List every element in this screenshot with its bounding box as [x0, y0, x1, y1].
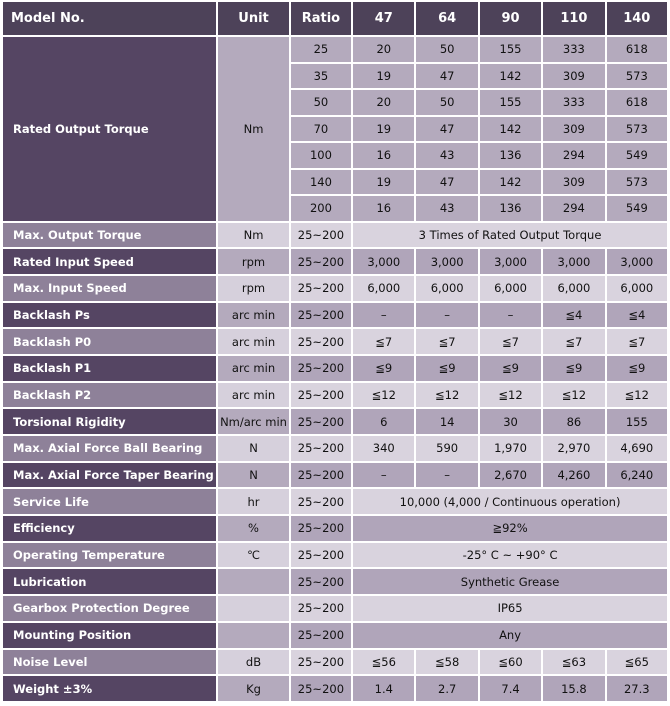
table-row	[3, 650, 667, 675]
table-cell: ≦9	[543, 356, 604, 381]
row-unit: Nm	[218, 37, 288, 221]
table-cell: 3,000	[607, 249, 667, 274]
row-unit	[218, 596, 288, 621]
table-cell: ≦9	[353, 356, 414, 381]
row-label: Gearbox Protection Degree	[3, 596, 216, 621]
table-cell: 2,970	[543, 436, 604, 461]
row-unit: arc min	[218, 329, 288, 354]
table-cell: 136	[480, 196, 541, 221]
table-row	[3, 623, 667, 648]
merged-cell: 10,000 (4,000 / Continuous operation)	[353, 489, 667, 514]
merged-cell: 3 Times of Rated Output Torque	[353, 223, 667, 248]
row-unit: dB	[218, 650, 288, 675]
row-ratio: 25~200	[291, 383, 351, 408]
table-cell: 19	[353, 117, 414, 142]
row-label: Torsional Rigidity	[3, 409, 216, 434]
row-unit: rpm	[218, 276, 288, 301]
table-cell: ≦12	[353, 383, 414, 408]
row-label: Service Life	[3, 489, 216, 514]
row-ratio: 25~200	[291, 463, 351, 488]
table-cell: 309	[543, 64, 604, 89]
table-row	[3, 569, 667, 594]
row-label: Backlash P0	[3, 329, 216, 354]
table-cell: ≦7	[353, 329, 414, 354]
table-cell: ≦58	[416, 650, 477, 675]
row-unit: arc min	[218, 383, 288, 408]
row-ratio: 25~200	[291, 436, 351, 461]
row-label: Efficiency	[3, 516, 216, 541]
row-unit: Kg	[218, 676, 288, 701]
table-cell: 50	[416, 90, 477, 115]
row-label: Max. Axial Force Ball Bearing	[3, 436, 216, 461]
table-cell: ≦60	[480, 650, 541, 675]
table-cell: 142	[480, 64, 541, 89]
table-cell: 618	[607, 37, 667, 62]
row-label: Rated Input Speed	[3, 249, 216, 274]
row-ratio: 25~200	[291, 303, 351, 328]
table-cell: ≦7	[607, 329, 667, 354]
row-ratio: 200	[291, 196, 351, 221]
row-ratio: 25	[291, 37, 351, 62]
table-cell: 30	[480, 409, 541, 434]
header-size-140: 140	[607, 2, 667, 35]
row-label: Backlash Ps	[3, 303, 216, 328]
table-cell: –	[353, 463, 414, 488]
table-cell: 47	[416, 170, 477, 195]
table-row	[3, 596, 667, 621]
table-row	[3, 303, 667, 328]
table-cell: –	[416, 463, 477, 488]
table-row	[3, 329, 667, 354]
row-ratio: 25~200	[291, 676, 351, 701]
row-unit: Nm/arc min	[218, 409, 288, 434]
table-cell: 1.4	[353, 676, 414, 701]
header-size-47: 47	[353, 2, 414, 35]
table-cell: ≦7	[543, 329, 604, 354]
row-ratio: 100	[291, 143, 351, 168]
table-cell: ≦12	[543, 383, 604, 408]
table-cell: 590	[416, 436, 477, 461]
header-size-110: 110	[543, 2, 604, 35]
table-cell: ≦4	[607, 303, 667, 328]
table-row	[3, 356, 667, 381]
table-cell: 2.7	[416, 676, 477, 701]
row-ratio: 25~200	[291, 329, 351, 354]
row-unit: arc min	[218, 303, 288, 328]
table-cell: ≦9	[416, 356, 477, 381]
table-cell: 6	[353, 409, 414, 434]
table-cell: 573	[607, 117, 667, 142]
row-unit: N	[218, 436, 288, 461]
row-ratio: 35	[291, 64, 351, 89]
table-cell: 15.8	[543, 676, 604, 701]
table-cell: 6,000	[607, 276, 667, 301]
row-label: Weight ±3%	[3, 676, 216, 701]
table-cell: 618	[607, 90, 667, 115]
table-row	[3, 223, 667, 248]
table-cell: 7.4	[480, 676, 541, 701]
table-row	[3, 463, 667, 488]
merged-cell: IP65	[353, 596, 667, 621]
row-ratio: 70	[291, 117, 351, 142]
row-ratio: 25~200	[291, 623, 351, 648]
merged-cell: ≧92%	[353, 516, 667, 541]
row-ratio: 25~200	[291, 356, 351, 381]
table-row	[3, 676, 667, 701]
table-cell: 3,000	[480, 249, 541, 274]
table-cell: 309	[543, 170, 604, 195]
header-size-90: 90	[480, 2, 541, 35]
row-ratio: 25~200	[291, 596, 351, 621]
merged-cell: Synthetic Grease	[353, 569, 667, 594]
table-cell: ≦12	[480, 383, 541, 408]
table-cell: 155	[480, 37, 541, 62]
row-unit: rpm	[218, 249, 288, 274]
row-ratio: 50	[291, 90, 351, 115]
table-cell: ≦7	[416, 329, 477, 354]
table-row	[3, 436, 667, 461]
table-cell: 47	[416, 117, 477, 142]
row-ratio: 25~200	[291, 409, 351, 434]
row-label: Backlash P1	[3, 356, 216, 381]
row-unit: arc min	[218, 356, 288, 381]
table-cell: ≦9	[480, 356, 541, 381]
row-label: Max. Output Torque	[3, 223, 216, 248]
table-cell: 19	[353, 64, 414, 89]
table-row	[3, 409, 667, 434]
table-cell: ≦63	[543, 650, 604, 675]
table-cell: 1,970	[480, 436, 541, 461]
table-cell: 142	[480, 117, 541, 142]
row-label: Noise Level	[3, 650, 216, 675]
table-cell: 6,000	[416, 276, 477, 301]
table-cell: 19	[353, 170, 414, 195]
table-cell: 294	[543, 196, 604, 221]
row-unit: hr	[218, 489, 288, 514]
table-cell: 155	[607, 409, 667, 434]
row-label: Mounting Position	[3, 623, 216, 648]
table-cell: 549	[607, 196, 667, 221]
row-ratio: 25~200	[291, 223, 351, 248]
row-label: Operating Temperature	[3, 543, 216, 568]
spec-table	[1, 0, 669, 703]
table-cell: 294	[543, 143, 604, 168]
table-cell: 27.3	[607, 676, 667, 701]
table-cell: 6,000	[480, 276, 541, 301]
table-cell: 4,690	[607, 436, 667, 461]
table-cell: 3,000	[543, 249, 604, 274]
row-label: Lubrication	[3, 569, 216, 594]
table-row	[3, 249, 667, 274]
merged-cell: -25° C ~ +90° C	[353, 543, 667, 568]
table-cell: 43	[416, 143, 477, 168]
table-cell: –	[353, 303, 414, 328]
table-cell: 573	[607, 64, 667, 89]
table-cell: 2,670	[480, 463, 541, 488]
table-row	[3, 383, 667, 408]
row-label: Rated Output Torque	[3, 37, 216, 221]
table-cell: ≦7	[480, 329, 541, 354]
table-row	[3, 276, 667, 301]
table-cell: 6,240	[607, 463, 667, 488]
table-row	[3, 516, 667, 541]
row-label: Max. Input Speed	[3, 276, 216, 301]
table-cell: 16	[353, 196, 414, 221]
row-ratio: 25~200	[291, 569, 351, 594]
table-cell: 86	[543, 409, 604, 434]
table-cell: 47	[416, 64, 477, 89]
table-cell: ≦65	[607, 650, 667, 675]
table-cell: 142	[480, 170, 541, 195]
row-label: Backlash P2	[3, 383, 216, 408]
table-cell: 14	[416, 409, 477, 434]
table-body	[3, 37, 667, 701]
table-cell: 43	[416, 196, 477, 221]
table-cell: ≦9	[607, 356, 667, 381]
table-cell: 6,000	[353, 276, 414, 301]
row-unit: N	[218, 463, 288, 488]
table-cell: –	[480, 303, 541, 328]
table-cell: 6,000	[543, 276, 604, 301]
header-size-64: 64	[416, 2, 477, 35]
row-ratio: 25~200	[291, 249, 351, 274]
table-cell: 573	[607, 170, 667, 195]
row-unit: %	[218, 516, 288, 541]
row-ratio: 25~200	[291, 489, 351, 514]
table-cell: 309	[543, 117, 604, 142]
table-cell: 549	[607, 143, 667, 168]
table-cell: ≦56	[353, 650, 414, 675]
table-cell: 155	[480, 90, 541, 115]
row-ratio: 25~200	[291, 516, 351, 541]
table-cell: –	[416, 303, 477, 328]
table-header-row	[3, 2, 667, 35]
table-cell: 3,000	[353, 249, 414, 274]
table-cell: 4,260	[543, 463, 604, 488]
table-cell: 20	[353, 90, 414, 115]
table-cell: 3,000	[416, 249, 477, 274]
table-cell: ≦4	[543, 303, 604, 328]
table-cell: ≦12	[607, 383, 667, 408]
header-model-no: Model No.	[3, 2, 216, 35]
table-cell: 136	[480, 143, 541, 168]
row-ratio: 25~200	[291, 543, 351, 568]
table-cell: 340	[353, 436, 414, 461]
header-ratio: Ratio	[291, 2, 351, 35]
row-ratio: 25~200	[291, 650, 351, 675]
row-unit: Nm	[218, 223, 288, 248]
table-cell: 333	[543, 90, 604, 115]
table-cell: 50	[416, 37, 477, 62]
table-cell: ≦12	[416, 383, 477, 408]
row-unit	[218, 623, 288, 648]
row-label: Max. Axial Force Taper Bearing	[3, 463, 216, 488]
table-cell: 16	[353, 143, 414, 168]
table-row	[3, 489, 667, 514]
header-unit: Unit	[218, 2, 288, 35]
table-row	[3, 37, 667, 62]
row-ratio: 140	[291, 170, 351, 195]
table-cell: 333	[543, 37, 604, 62]
row-unit	[218, 569, 288, 594]
table-row	[3, 543, 667, 568]
row-unit: ℃	[218, 543, 288, 568]
merged-cell: Any	[353, 623, 667, 648]
row-ratio: 25~200	[291, 276, 351, 301]
table-cell: 20	[353, 37, 414, 62]
